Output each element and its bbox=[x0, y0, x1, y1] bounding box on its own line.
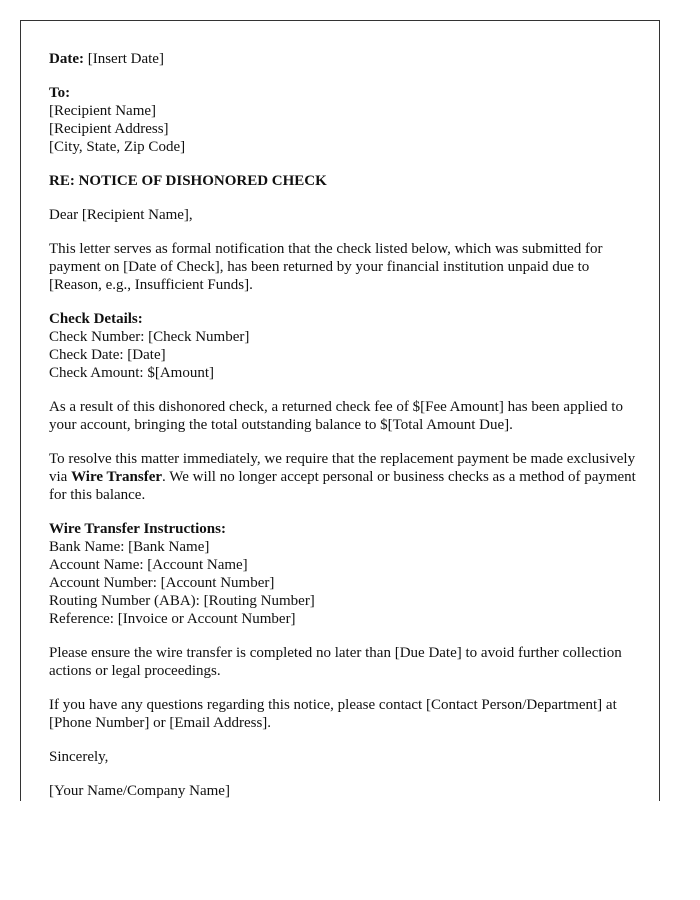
wire-instructions bbox=[49, 520, 641, 628]
closing: Sincerely, bbox=[49, 749, 109, 765]
resolve-bold: Wire Transfer bbox=[71, 469, 163, 485]
date-label: Date: bbox=[49, 51, 84, 67]
to-label: To: bbox=[49, 85, 71, 101]
bank-name: Bank Name: [Bank Name] bbox=[49, 539, 210, 555]
fee-paragraph: As a result of this dishonored check, a returned check fee of $[Fee Amount] has been applied to your account, bringing the total outstanding balance to $[Total Amount Due]. bbox=[49, 399, 623, 433]
subject-line bbox=[49, 172, 641, 190]
check-details bbox=[49, 310, 641, 382]
account-name: Account Name: [Account Name] bbox=[49, 557, 248, 573]
subject: RE: NOTICE OF DISHONORED CHECK bbox=[49, 173, 327, 189]
intro-paragraph: This letter serves as formal notification that the check listed below, which was submitted for payment on [Date of Check], has been returned by your financial institution unpaid due to [Reason, e.g., Insufficient Funds]. bbox=[49, 241, 603, 293]
wire-heading: Wire Transfer Instructions: bbox=[49, 521, 226, 537]
resolve-text-2: . We will no longer accept personal or business checks as a method of payment for this balance. bbox=[49, 469, 636, 503]
date-line bbox=[49, 50, 641, 68]
account-number: Account Number: [Account Number] bbox=[49, 575, 275, 591]
letter-body bbox=[49, 50, 641, 816]
recipient-name: [Recipient Name] bbox=[49, 103, 157, 119]
check-number: Check Number: [Check Number] bbox=[49, 329, 250, 345]
routing-number: Routing Number (ABA): [Routing Number] bbox=[49, 593, 315, 609]
recipient-block bbox=[49, 84, 641, 156]
check-date: Check Date: [Date] bbox=[49, 347, 166, 363]
date-value: [Insert Date] bbox=[87, 51, 164, 67]
check-details-heading: Check Details: bbox=[49, 311, 143, 327]
resolve-paragraph bbox=[49, 450, 641, 504]
recipient-address: [Recipient Address] bbox=[49, 121, 169, 137]
letter-page bbox=[20, 20, 660, 801]
contact-paragraph: If you have any questions regarding this notice, please contact [Contact Person/Department] at [Phone Number] or [Email Address]. bbox=[49, 697, 617, 731]
deadline-paragraph: Please ensure the wire transfer is completed no later than [Due Date] to avoid further collection actions or legal proceedings. bbox=[49, 645, 622, 679]
salutation: Dear [Recipient Name], bbox=[49, 207, 193, 223]
recipient-city: [City, State, Zip Code] bbox=[49, 139, 186, 155]
resolve-text-1: To resolve this matter immediately, we require that the replacement payment be made exclusively via bbox=[49, 451, 636, 485]
signature: [Your Name/Company Name] bbox=[49, 783, 230, 799]
reference: Reference: [Invoice or Account Number] bbox=[49, 611, 296, 627]
check-amount: Check Amount: $[Amount] bbox=[49, 365, 214, 381]
